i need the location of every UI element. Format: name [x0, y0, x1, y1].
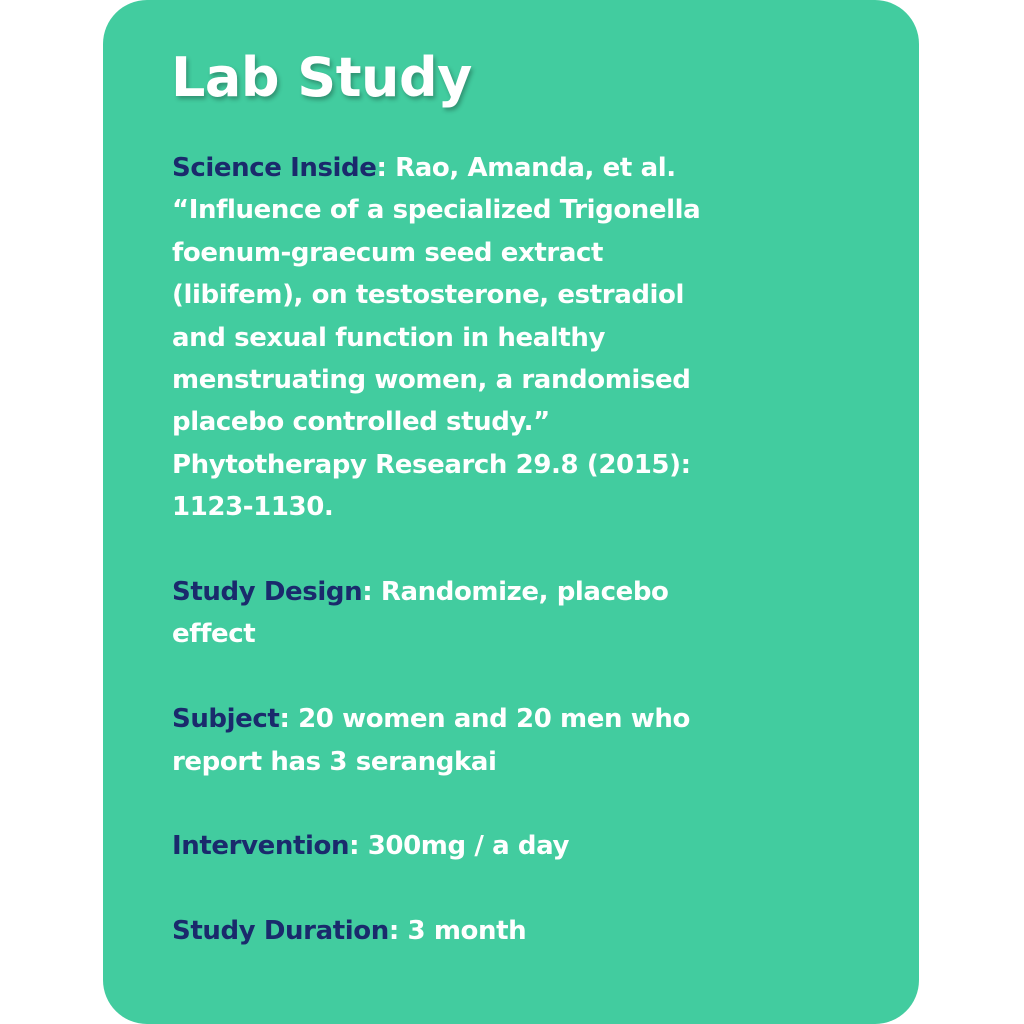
- science-inside-label: Science Inside: [172, 153, 377, 183]
- science-inside-line-6: menstruating women, a randomised: [172, 365, 691, 396]
- subject-line-2: report has 3 serangkai: [172, 746, 497, 777]
- study-duration-section: [172, 910, 762, 952]
- study-duration-line-1: 3 month: [407, 916, 527, 947]
- intervention-label: Intervention: [172, 831, 350, 862]
- study-details: [172, 147, 762, 953]
- science-inside-line-9: 1123-1130.: [172, 492, 334, 523]
- science-inside-section: [172, 147, 762, 529]
- science-inside-line-5: and sexual function in healthy: [172, 322, 606, 353]
- subject-section: [172, 698, 762, 783]
- study-design-section: [172, 571, 762, 656]
- subject-label: Subject: [172, 704, 280, 735]
- intervention-separator: :: [349, 831, 368, 862]
- science-inside-line-7: placebo controlled study.”: [172, 407, 550, 438]
- subject-separator: :: [279, 704, 299, 735]
- intervention-line-1: 300mg / a day: [367, 831, 570, 862]
- subject-line-1: 20 women and 20 men who: [298, 704, 690, 735]
- study-design-separator: :: [362, 577, 381, 608]
- study-design-label: Study Design: [172, 577, 363, 608]
- science-inside-line-3: foenum-graecum seed extract: [172, 237, 604, 268]
- card-title: Lab Study: [171, 46, 472, 109]
- study-design-line-2: effect: [172, 619, 256, 650]
- study-duration-separator: :: [388, 916, 408, 947]
- study-design-line-1: Randomize, placebo: [380, 577, 669, 608]
- science-inside-line-8: Phytotherapy Research 29.8 (2015):: [172, 449, 691, 480]
- science-inside-separator: :: [376, 153, 396, 183]
- science-inside-line-4: (libifem), on testosterone, estradiol: [172, 280, 685, 311]
- intervention-section: [172, 825, 762, 867]
- science-inside-line-1: Rao, Amanda, et al.: [395, 153, 676, 183]
- study-duration-label: Study Duration: [172, 916, 389, 947]
- science-inside-line-2: “Influence of a specialized Trigonella: [172, 195, 701, 226]
